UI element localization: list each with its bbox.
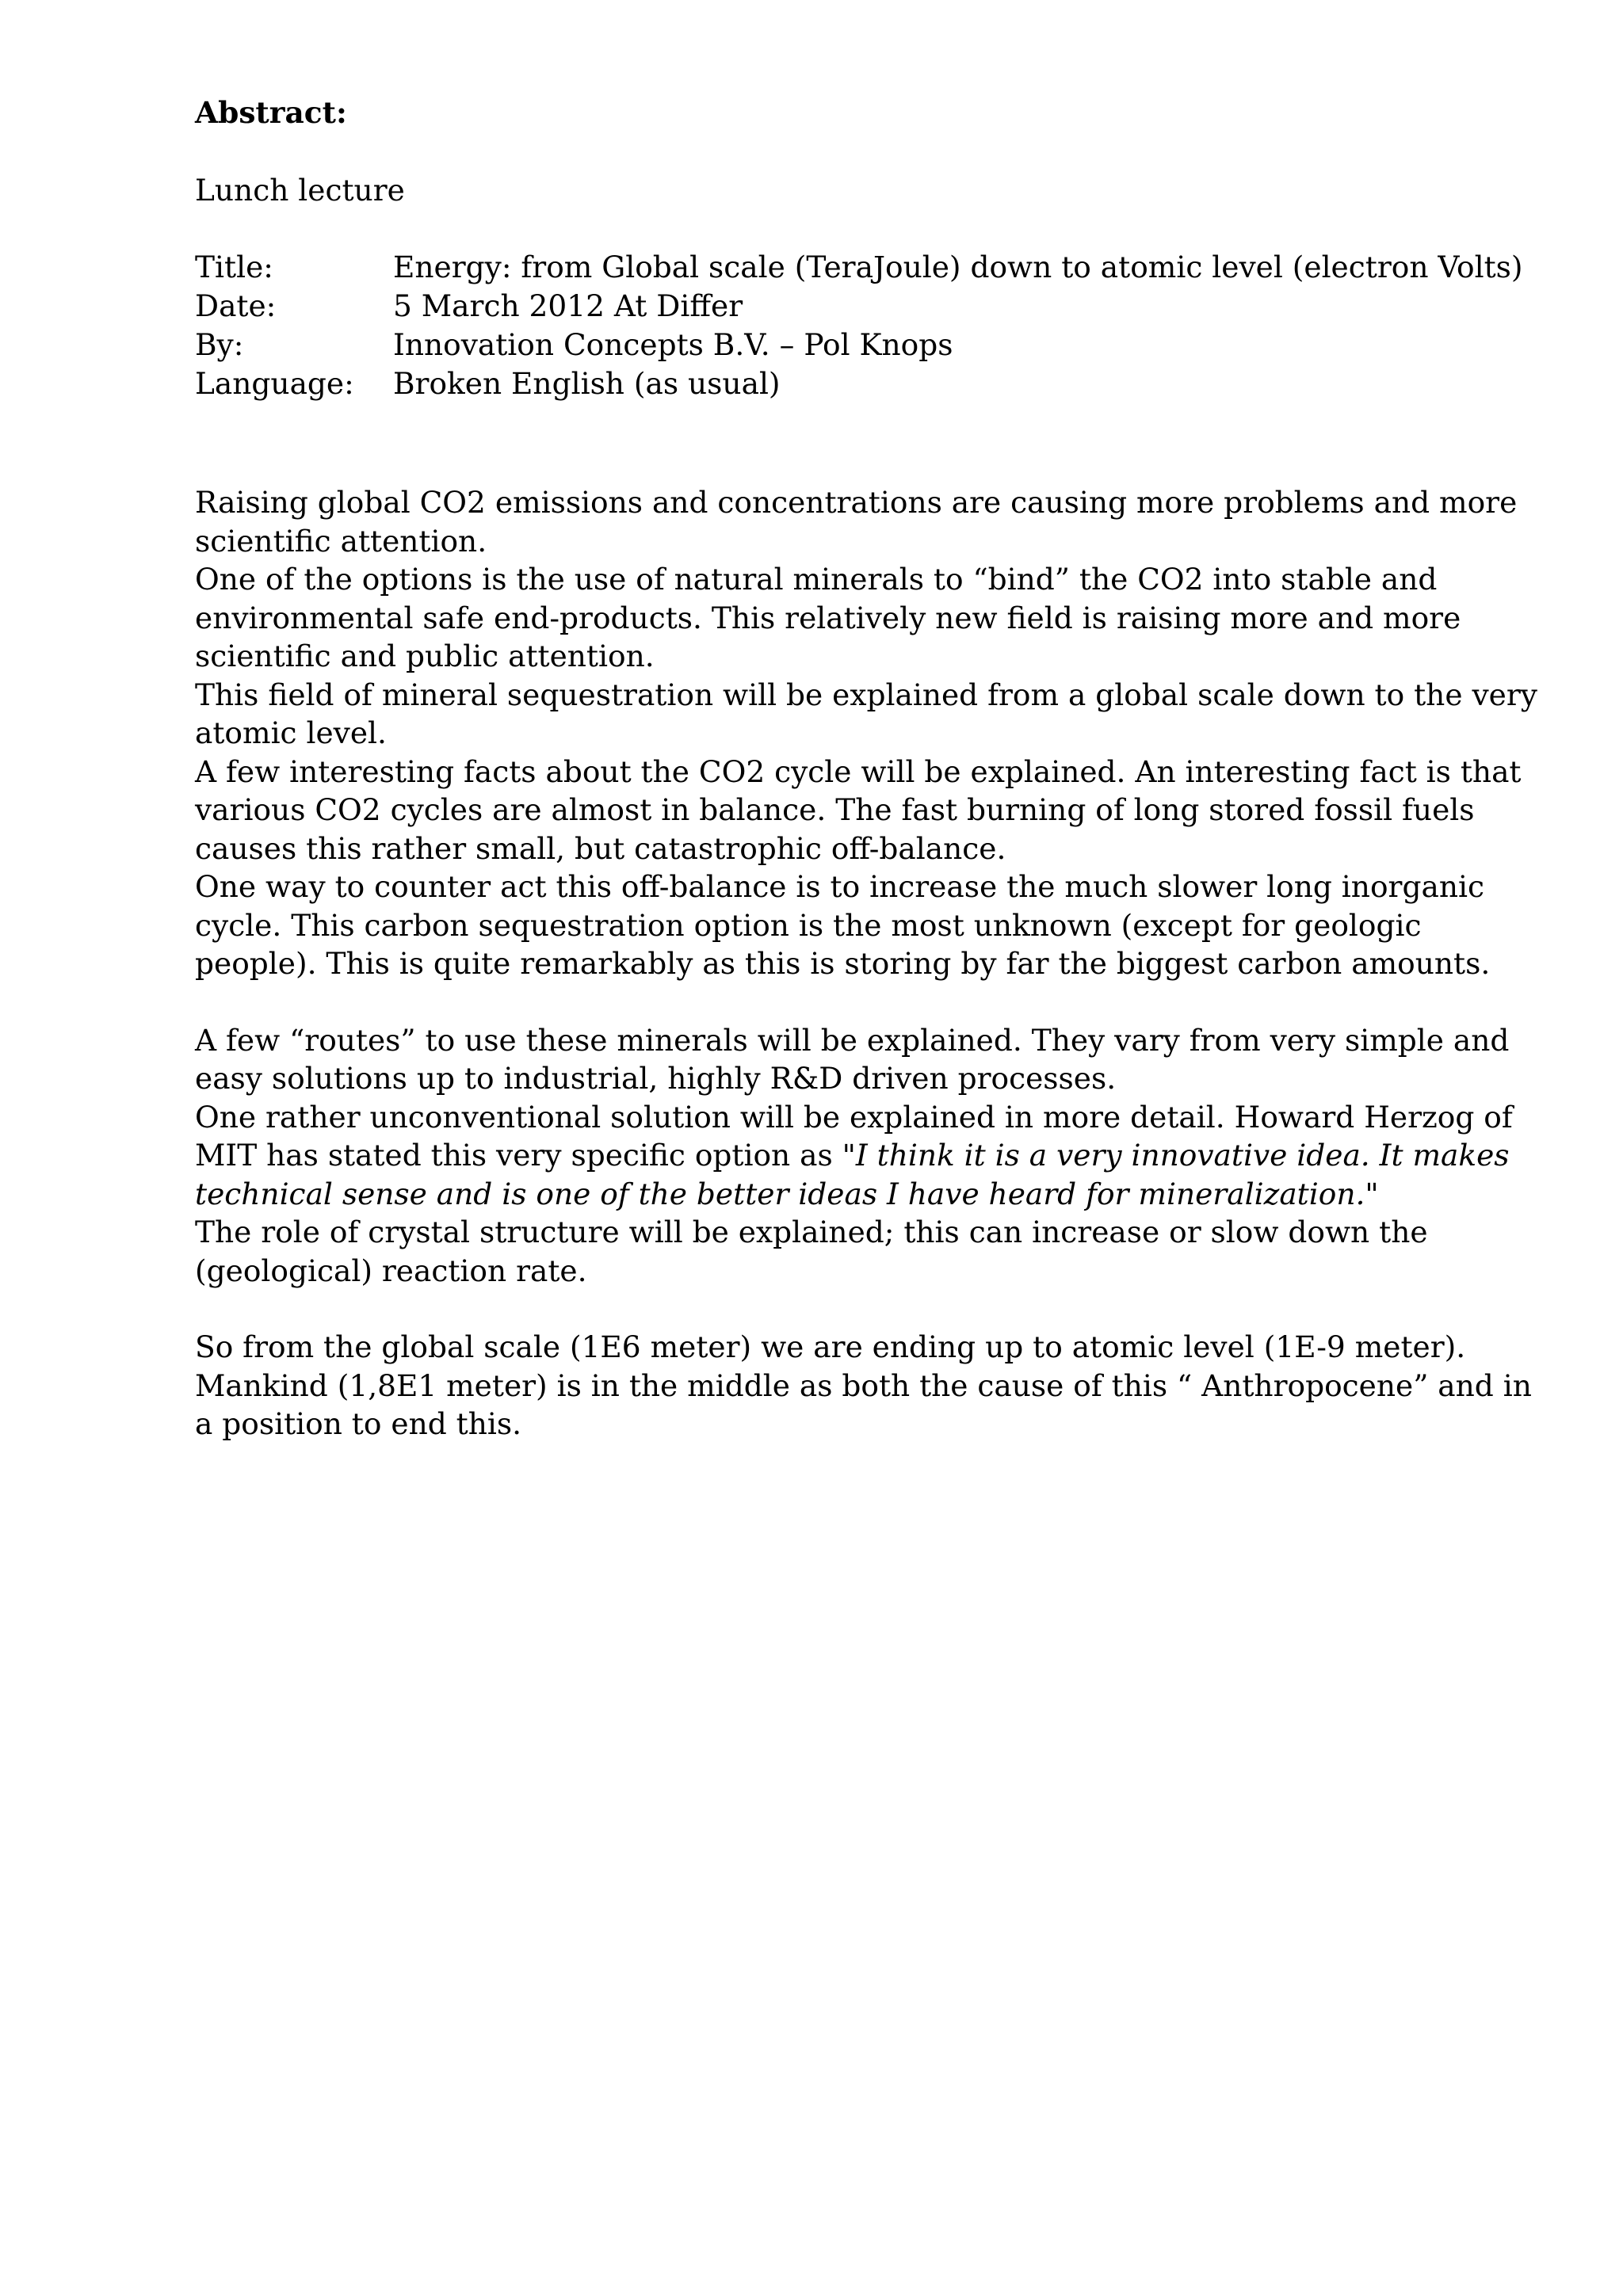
paragraph: The role of crystal structure will be explained; this can increase or slow down the (geological) reaction rate. bbox=[195, 1215, 1428, 1288]
meta-value: 5 March 2012 At Differ bbox=[393, 288, 743, 323]
meta-row-date bbox=[195, 287, 1550, 326]
paragraph: A few “routes” to use these minerals will be explained. They vary from very simple and easy solutions up to industrial, highly R&D driven processes. bbox=[195, 1022, 1510, 1096]
paragraph: So from the global scale (1E6 meter) we are ending up to atomic level (1E-9 meter). bbox=[195, 1329, 1466, 1364]
paragraph-gap bbox=[195, 1290, 1550, 1328]
abstract-heading: Abstract: bbox=[195, 95, 347, 130]
paragraph-gap bbox=[195, 983, 1550, 1021]
paragraph-with-quote bbox=[195, 1098, 1550, 1214]
meta-label: Title: bbox=[195, 250, 273, 284]
meta-value: Broken English (as usual) bbox=[393, 366, 781, 401]
paragraph: One of the options is the use of natural minerals to “bind” the CO2 into stable and environmental safe end-products. This relatively new field is raising more and more scientific and public attention. bbox=[195, 562, 1461, 673]
meta-label: Language: bbox=[195, 366, 354, 401]
paragraph: A few interesting facts about the CO2 cycle will be explained. An interesting fact is that various CO2 cycles are almost in balance. The fast burning of long stored fossil fuels causes this rather small, but catastrophic off-balance. bbox=[195, 753, 1522, 866]
meta-row-language bbox=[195, 364, 1550, 403]
document-page bbox=[195, 93, 1550, 1441]
meta-row-title bbox=[195, 248, 1550, 287]
paragraph: Raising global CO2 emissions and concentrations are causing more problems and more scientific attention. bbox=[195, 485, 1518, 559]
meta-label: Date: bbox=[195, 288, 277, 323]
paragraph: One way to counter act this off-balance is to increase the much slower long inorganic cycle. This carbon sequestration option is the most unknown (except for geologic people). This is quite remarkably as this is storing by far the biggest carbon amounts. bbox=[195, 869, 1491, 981]
paragraph: Mankind (1,8E1 meter) is in the middle as both the cause of this “ Anthropocene” and in a position to end this. bbox=[195, 1367, 1532, 1441]
abstract-body bbox=[195, 483, 1550, 1444]
paragraph: This field of mineral sequestration will be explained from a global scale down to the very atomic level. bbox=[195, 677, 1537, 750]
lecture-metadata bbox=[195, 248, 1550, 403]
meta-row-by bbox=[195, 326, 1550, 364]
meta-label: By: bbox=[195, 327, 244, 362]
herzog-quote: "I think it is a very innovative idea. It makes technical sense and is one of the better ideas I have heard for mineralization." bbox=[195, 1138, 1510, 1211]
lecture-type: Lunch lecture bbox=[195, 173, 405, 208]
meta-value: Innovation Concepts B.V. – Pol Knops bbox=[393, 327, 953, 362]
meta-value: Energy: from Global scale (TeraJoule) down to atomic level (electron Volts) bbox=[393, 250, 1523, 284]
paragraph-lead: One rather unconventional solution will be explained in more detail. Howard Herzog of MIT has stated this very specific option as bbox=[195, 1099, 1513, 1173]
